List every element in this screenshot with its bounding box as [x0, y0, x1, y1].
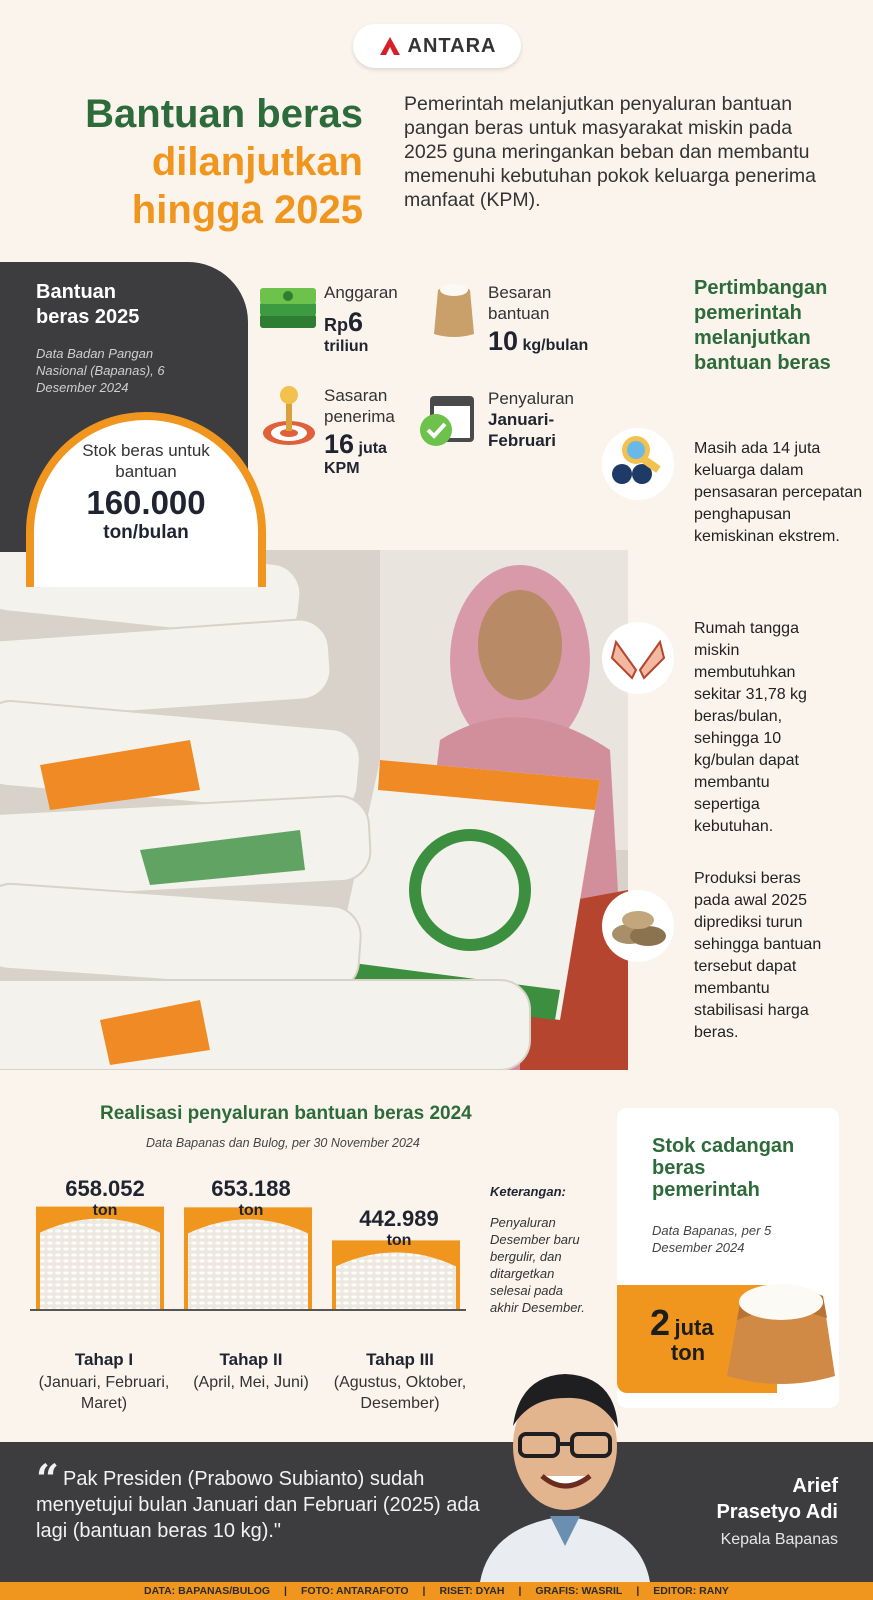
stage-3-title: Tahap III — [366, 1350, 434, 1369]
stage-2-months: (April, Mei, Juni) — [193, 1374, 309, 1391]
keterangan-title: Keterangan: — [490, 1184, 566, 1199]
credit-editor: EDITOR: RANY — [653, 1585, 729, 1597]
photo-illustration — [0, 550, 628, 1070]
anggaran-prefix: Rp — [324, 315, 348, 335]
stage-1-label — [24, 1350, 184, 1414]
stage-3-unit: ton — [386, 1232, 412, 1249]
besaran-label: Besaran bantuan — [488, 283, 552, 323]
stok-cadangan-unit-2: ton — [670, 1340, 706, 1365]
stage-3-number: 442.989 — [359, 1206, 439, 1231]
target-icon — [262, 385, 316, 447]
besaran-value: 10 — [488, 326, 519, 356]
credit-sep: | — [636, 1585, 640, 1597]
stok-cadangan-source: Data Bapanas, per 5 Desember 2024 — [652, 1223, 772, 1255]
antara-logo — [353, 24, 521, 68]
rice-sack-large-icon — [723, 1272, 839, 1392]
stage-3-months: (Agustus, Oktober, Desember) — [333, 1374, 467, 1412]
chart-rice-pile-2 — [188, 1219, 308, 1310]
keterangan-text: Penyaluran Desember baru bergulir, dan ditargetkan selesai pada akhir Desember. — [490, 1215, 585, 1315]
pertimbangan-point-1: Masih ada 14 juta keluarga dalam pensasaran percepatan penghapusan kemiskinan ekstrem. — [694, 440, 863, 545]
brand-name: ANTARA — [407, 34, 497, 57]
penyaluran-label: Penyaluran — [488, 389, 575, 408]
stage-1-number: 658.052 — [65, 1176, 145, 1201]
pertimbangan-point-2: Rumah tangga miskin membutuhkan sekitar 31,78 kg beras/bulan, sehingga 10 kg/bulan dapat membantu sepertiga kebutuhan. — [694, 620, 807, 835]
stok-cadangan-value — [650, 1302, 726, 1366]
speaker-role: Kepala Bapanas — [720, 1531, 838, 1548]
chart-rice-pile-3 — [336, 1252, 456, 1310]
anggaran-value: 6 — [348, 307, 364, 337]
speaker-name: Arief Prasetyo Adi — [716, 1475, 838, 1523]
quote-text: Pak Presiden (Prabowo Subianto) sudah menyetujui bulan Januari dan Februari (2025) ada lagi (bantuan beras 10 kg)." — [36, 1468, 480, 1542]
rice-sack-icon — [430, 278, 478, 340]
title-line-1: Bantuan beras — [85, 92, 363, 136]
sasaran-label: Sasaran penerima — [324, 386, 395, 426]
stok-label: Stok beras untuk bantuan — [82, 441, 210, 481]
penyaluran-value: Januari-Februari — [488, 410, 557, 450]
speaker-portrait — [470, 1346, 660, 1582]
rice-sacks-icon — [602, 890, 674, 962]
stage-2-unit: ton — [238, 1202, 264, 1219]
stage-2-title: Tahap II — [219, 1350, 283, 1369]
title-line-3: hingga 2025 — [131, 188, 363, 232]
realisasi-title: Realisasi penyaluran bantuan beras 2024 — [100, 1103, 472, 1124]
title-line-2: dilanjutkan — [151, 140, 363, 184]
money-stack-icon — [258, 280, 318, 336]
page-title — [85, 90, 363, 234]
credit-foto: FOTO: ANTARAFOTO — [301, 1585, 409, 1597]
sasaran-value: 16 — [324, 429, 355, 459]
quote-mark-icon: “ — [36, 1456, 60, 1503]
calendar-check-icon — [418, 390, 478, 450]
bantuan-2025-title: Bantuan beras 2025 — [36, 281, 140, 328]
stage-1-months: (Januari, Februari, Maret) — [38, 1374, 170, 1412]
realisasi-source: Data Bapanas dan Bulog, per 30 November 2024 — [146, 1136, 420, 1150]
stage-1-unit: ton — [92, 1202, 118, 1219]
credit-riset: RISET: DYAH — [439, 1585, 505, 1597]
pertimbangan-point-3: Produksi beras pada awal 2025 diprediksi turun sehingga bantuan tersebut dapat membantu stabilisasi harga beras. — [694, 870, 822, 1041]
rice-distribution-photo — [0, 550, 628, 1070]
antara-logo-icon — [378, 35, 402, 57]
speaker-info — [708, 1473, 838, 1549]
stok-value: 160.000 — [86, 484, 206, 521]
credit-data: DATA: BAPANAS/BULOG — [144, 1585, 271, 1597]
credit-grafis: GRAFIS: WASRIL — [535, 1585, 623, 1597]
anggaran-unit: triliun — [324, 338, 369, 355]
anggaran-label: Anggaran — [324, 283, 398, 302]
intro-paragraph: Pemerintah melanjutkan penyaluran bantuan pangan beras untuk masyarakat miskin pada 2025 guna meringankan beban dan membantu memenuhi kebutuhan pokok keluarga penerima manfaat (KPM). — [404, 93, 816, 211]
sasaran-unit-2: KPM — [324, 460, 360, 477]
quote-block — [36, 1456, 491, 1544]
sasaran-unit: juta — [358, 440, 387, 457]
stage-2-value — [186, 1176, 316, 1220]
stok-cadangan-title: Stok cadangan beras pemerintah — [652, 1135, 795, 1201]
besaran-unit: kg/bulan — [522, 337, 589, 354]
credit-sep: | — [422, 1585, 426, 1597]
open-hands-icon — [602, 622, 674, 694]
magnifier-people-icon — [602, 428, 674, 500]
stage-1-value — [40, 1176, 170, 1220]
credit-sep: | — [284, 1585, 287, 1597]
credits-bar — [0, 1582, 873, 1600]
stage-3-label — [318, 1350, 482, 1414]
pertimbangan-title: Pertimbangan pemerintah melanjutkan bantuan beras — [694, 277, 831, 374]
stage-1-title: Tahap I — [74, 1350, 134, 1369]
stok-cadangan-number: 2 — [650, 1302, 671, 1343]
stok-cadangan-unit: juta — [674, 1315, 714, 1340]
stage-3-value — [334, 1206, 464, 1250]
chart-rice-pile-1 — [40, 1219, 160, 1310]
bantuan-2025-source: Data Badan Pangan Nasional (Bapanas), 6 Desember 2024 — [36, 346, 165, 395]
stok-unit: ton/bulan — [103, 522, 189, 543]
credit-sep: | — [518, 1585, 522, 1597]
stage-2-number: 653.188 — [211, 1176, 291, 1201]
stage-2-label — [178, 1350, 324, 1393]
